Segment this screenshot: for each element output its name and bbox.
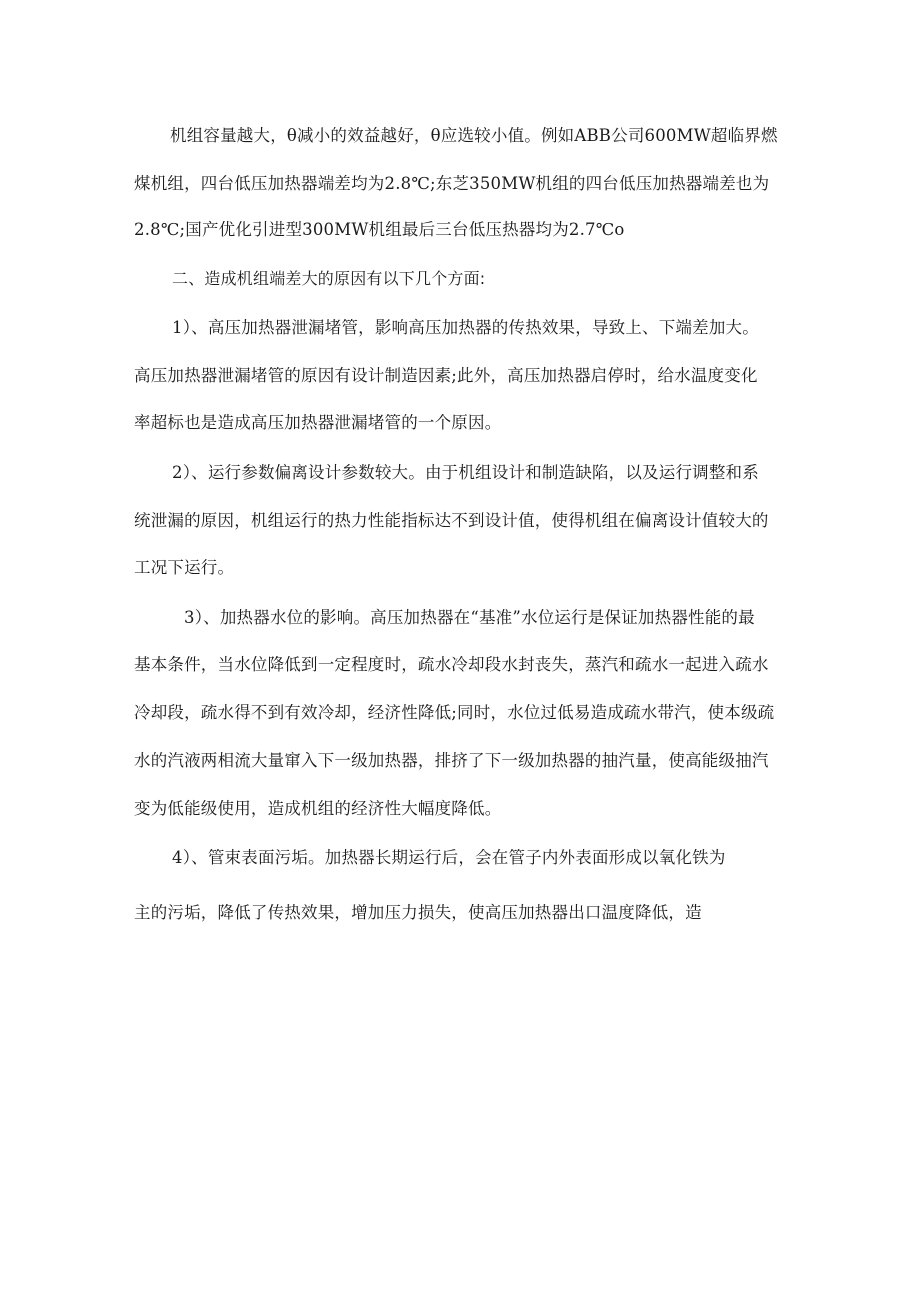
item-1-line-2: 高压加热器泄漏堵管的原因有设计制造因素;此外，高压加热器启停时，给水温度变化 (134, 366, 758, 385)
item-4-line-2: 主的污垢，降低了传热效果，增加压力损失，使高压加热器出口温度降低，造 (134, 903, 702, 922)
item-3-line-4: 水的汽液两相流大量窜入下一级加热器，排挤了下一级加热器的抽汽量，使高能级抽汽 (134, 751, 769, 770)
item-1-line-1: 1）、高压加热器泄漏堵管，影响高压加热器的传热效果，导致上、下端差加大。 (172, 318, 759, 337)
paragraph-1-line-1: 机组容量越大，θ减小的效益越好，θ应选较小值。例如ABB公司600MW超临界燃 (170, 126, 778, 145)
item-2-line-2: 统泄漏的原因，机组运行的热力性能指标达不到设计值，使得机组在偏离设计值较大的 (134, 511, 769, 530)
item-3-line-1: 3）、加热器水位的影响。高压加热器在“基准”水位运行是保证加热器性能的最 (184, 608, 755, 627)
paragraph-1-line-3: 2.8℃;国产优化引进型300MW机组最后三台低压热器均为2.7℃o (134, 220, 625, 239)
item-2-line-3: 工况下运行。 (134, 558, 235, 577)
item-3-line-5: 变为低能级使用，造成机组的经济性大幅度降低。 (134, 799, 502, 818)
item-1-line-3: 率超标也是造成高压加热器泄漏堵管的一个原因。 (134, 413, 502, 432)
item-4-line-1: 4）、管束表面污垢。加热器长期运行后，会在管子内外表面形成以氧化铁为 (172, 848, 726, 867)
item-3-line-3: 冷却段，疏水得不到有效冷却，经济性降低;同时，水位过低易造成疏水带汽，使本级疏 (134, 703, 775, 722)
item-3-line-2: 基本条件，当水位降低到一定程度时，疏水冷却段水封丧失，蒸汽和疏水一起进入疏水 (134, 655, 769, 674)
section-heading-2: 二、造成机组端差大的原因有以下几个方面: (172, 269, 486, 288)
paragraph-1-line-2: 煤机组，四台低压加热器端差均为2.8℃;东芝350MW机组的四台低压加热器端差也为 (134, 174, 770, 193)
item-2-line-1: 2）、运行参数偏离设计参数较大。由于机组设计和制造缺陷，以及运行调整和系 (172, 463, 759, 482)
